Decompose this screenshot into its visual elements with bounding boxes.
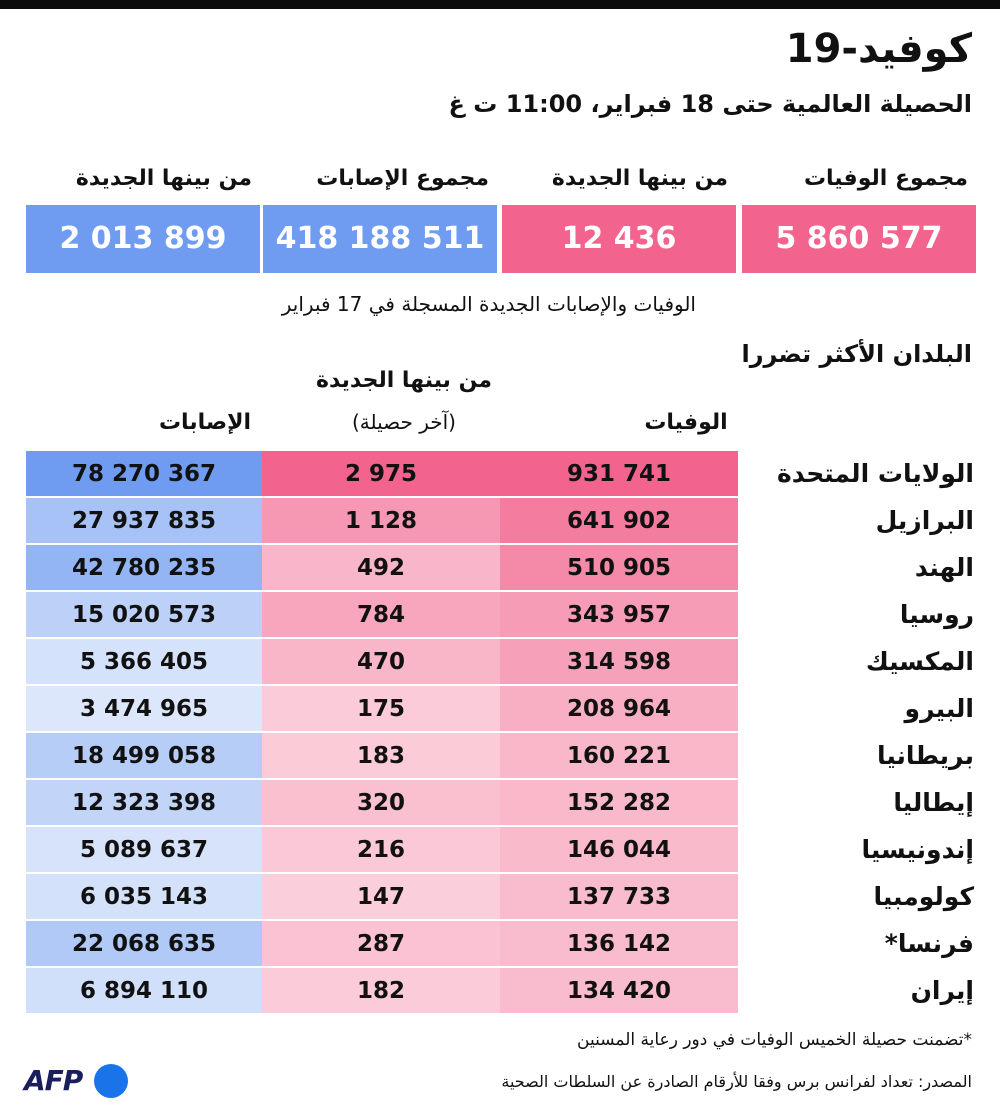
row-divider <box>26 731 738 732</box>
table-row <box>26 498 980 544</box>
summary-new-deaths-value: 12 436 <box>502 205 736 273</box>
summary-strip <box>26 160 976 275</box>
cell-cases: 27 937 835 <box>26 498 262 544</box>
table-row <box>26 968 980 1014</box>
cell-new-deaths: 216 <box>262 827 500 873</box>
country-name: البيرو <box>904 694 974 723</box>
table-row <box>26 733 980 779</box>
row-divider <box>26 919 738 920</box>
cell-new-deaths: 1 128 <box>262 498 500 544</box>
cell-cases: 15 020 573 <box>26 592 262 638</box>
cell-new-deaths: 320 <box>262 780 500 826</box>
cell-deaths: 208 964 <box>500 686 738 732</box>
column-header-new-sub: (آخر حصيلة) <box>351 410 456 434</box>
cell-new-deaths: 175 <box>262 686 500 732</box>
cell-deaths: 160 221 <box>500 733 738 779</box>
cell-new-deaths: 183 <box>262 733 500 779</box>
country-name: الولايات المتحدة <box>777 459 974 488</box>
column-header-cases: الإصابات <box>158 410 252 435</box>
table-row <box>26 451 980 497</box>
cell-deaths: 931 741 <box>500 451 738 497</box>
row-divider <box>26 966 738 967</box>
cell-new-deaths: 287 <box>262 921 500 967</box>
cell-deaths: 137 733 <box>500 874 738 920</box>
country-name: فرنسا* <box>884 929 974 958</box>
row-divider <box>26 1013 738 1014</box>
cell-cases: 3 474 965 <box>26 686 262 732</box>
table-title: البلدان الأكثر تضررا <box>741 340 972 368</box>
cell-cases: 12 323 398 <box>26 780 262 826</box>
country-name: كولومبيا <box>873 882 974 911</box>
summary-total-cases <box>263 160 497 275</box>
summary-total-deaths-label: مجموع الوفيات <box>803 166 968 191</box>
cell-new-deaths: 470 <box>262 639 500 685</box>
row-divider <box>26 590 738 591</box>
cell-cases: 22 068 635 <box>26 921 262 967</box>
table-row <box>26 827 980 873</box>
cell-cases: 18 499 058 <box>26 733 262 779</box>
summary-new-deaths-label: من بينها الجديدة <box>551 166 728 191</box>
country-name: إيطاليا <box>893 788 974 817</box>
column-header-deaths: الوفيات <box>644 410 728 435</box>
cell-cases: 6 035 143 <box>26 874 262 920</box>
afp-logo-text: AFP <box>24 1064 83 1097</box>
summary-new-cases-label: من بينها الجديدة <box>75 166 252 191</box>
row-divider <box>26 825 738 826</box>
summary-note: الوفيات والإصابات الجديدة المسجلة في 17 فبراير <box>281 292 696 316</box>
cell-new-deaths: 182 <box>262 968 500 1014</box>
table-row <box>26 921 980 967</box>
cell-new-deaths: 784 <box>262 592 500 638</box>
row-divider <box>26 872 738 873</box>
cell-cases: 6 894 110 <box>26 968 262 1014</box>
cell-cases: 5 089 637 <box>26 827 262 873</box>
row-divider <box>26 637 738 638</box>
source-note: المصدر: تعداد لفرانس برس وفقا للأرقام الصادرة عن السلطات الصحية <box>501 1072 972 1091</box>
cell-cases: 78 270 367 <box>26 451 262 497</box>
country-name: البرازيل <box>875 506 974 535</box>
country-name: روسيا <box>899 600 974 629</box>
page-subtitle: الحصيلة العالمية حتى 18 فبراير، 11:00 ت غ <box>448 90 972 118</box>
table-row <box>26 780 980 826</box>
cell-cases: 5 366 405 <box>26 639 262 685</box>
top-bar <box>0 0 1000 9</box>
cell-deaths: 152 282 <box>500 780 738 826</box>
cell-deaths: 134 420 <box>500 968 738 1014</box>
cell-new-deaths: 147 <box>262 874 500 920</box>
cell-deaths: 136 142 <box>500 921 738 967</box>
cell-cases: 42 780 235 <box>26 545 262 591</box>
row-divider <box>26 496 738 497</box>
table-row <box>26 545 980 591</box>
row-divider <box>26 684 738 685</box>
row-divider <box>26 778 738 779</box>
summary-new-cases-value: 2 013 899 <box>26 205 260 273</box>
cell-deaths: 510 905 <box>500 545 738 591</box>
summary-total-cases-value: 418 188 511 <box>263 205 497 273</box>
table-row <box>26 686 980 732</box>
cell-new-deaths: 492 <box>262 545 500 591</box>
summary-new-deaths <box>502 160 736 275</box>
country-name: بريطانيا <box>876 741 974 770</box>
afp-logo-dot <box>94 1064 128 1098</box>
cell-deaths: 314 598 <box>500 639 738 685</box>
cell-deaths: 146 044 <box>500 827 738 873</box>
cell-deaths: 641 902 <box>500 498 738 544</box>
summary-total-deaths <box>742 160 976 275</box>
country-name: إيران <box>910 976 974 1005</box>
table-row <box>26 592 980 638</box>
page-title: كوفيد-19 <box>785 26 972 72</box>
cell-deaths: 343 957 <box>500 592 738 638</box>
row-divider <box>26 543 738 544</box>
country-name: إندونيسيا <box>861 835 974 864</box>
summary-total-cases-label: مجموع الإصابات <box>316 166 489 191</box>
footnote: *تضمنت حصيلة الخميس الوفيات في دور رعاية المسنين <box>577 1030 972 1050</box>
cell-new-deaths: 2 975 <box>262 451 500 497</box>
country-name: الهند <box>914 553 974 582</box>
summary-total-deaths-value: 5 860 577 <box>742 205 976 273</box>
country-name: المكسيك <box>865 647 974 676</box>
column-header-new: من بينها الجديدة <box>315 368 493 393</box>
table-row <box>26 639 980 685</box>
table-row <box>26 874 980 920</box>
summary-new-cases <box>26 160 260 275</box>
